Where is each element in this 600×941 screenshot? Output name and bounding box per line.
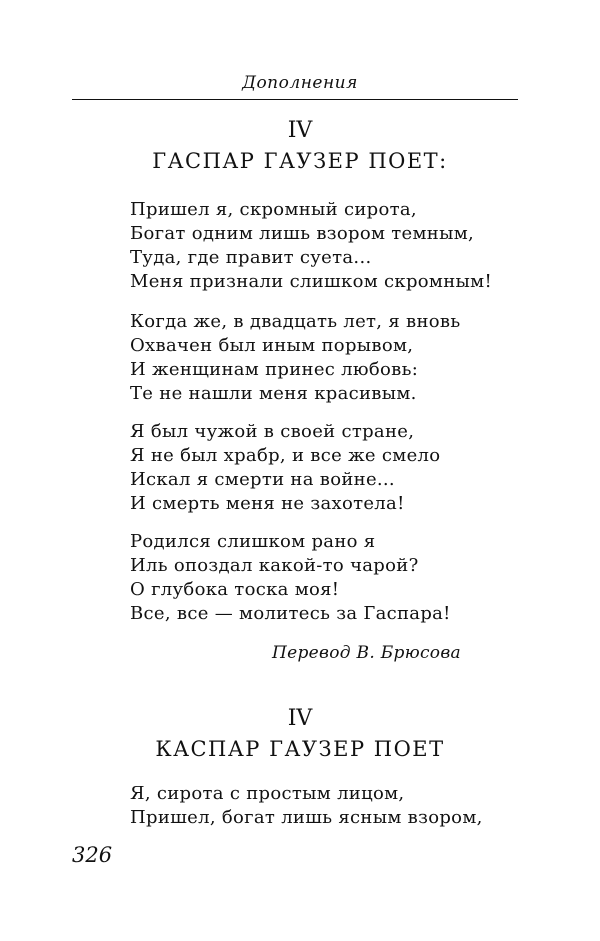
verse-line: Я был чужой в своей стране, xyxy=(130,421,415,442)
poem-1-title: ГАСПАР ГАУЗЕР ПОЕТ: xyxy=(152,149,448,173)
poem-1-stanza-4 xyxy=(130,530,451,626)
poem-2-title: КАСПАР ГАУЗЕР ПОЕТ xyxy=(155,737,445,761)
verse-line: Пришел, богат лишь ясным взором, xyxy=(130,807,483,828)
verse-line: Охвачен был иным порывом, xyxy=(130,335,414,356)
verse-line: Когда же, в двадцать лет, я вновь xyxy=(130,311,461,332)
verse-line: Пришел я, скромный сирота, xyxy=(130,199,417,220)
running-title: Дополнения xyxy=(242,73,358,93)
translator-credit: Перевод В. Брюсова xyxy=(272,643,461,663)
poem-1-stanza-3 xyxy=(130,420,440,516)
poem-2-numeral: IV xyxy=(287,706,313,731)
poem-2-stanza-1 xyxy=(130,782,483,830)
verse-line: Я не был храбр, и все же смело xyxy=(130,445,441,466)
verse-line: И женщинам принес любовь: xyxy=(130,359,419,380)
poem-1-stanza-2 xyxy=(130,310,460,406)
verse-line: Искал я смерти на войне... xyxy=(130,469,395,490)
verse-line: О глубока тоска моя! xyxy=(130,579,340,600)
verse-line: Я, сирота с простым лицом, xyxy=(130,783,405,804)
verse-line: И смерть меня не захотела! xyxy=(130,493,405,514)
poem-1-numeral: IV xyxy=(287,118,313,143)
verse-line: Туда, где правит суета... xyxy=(130,247,372,268)
verse-line: Богат одним лишь взором темным, xyxy=(130,223,475,244)
page-number: 326 xyxy=(72,843,113,867)
verse-line: Меня признали слишком скромным! xyxy=(130,271,492,292)
verse-line: Все, все — молитесь за Гаспара! xyxy=(130,603,451,624)
poem-1-stanza-1 xyxy=(130,198,492,294)
header-rule xyxy=(72,99,518,100)
verse-line: Иль опоздал какой-то чарой? xyxy=(130,555,419,576)
verse-line: Те не нашли меня красивым. xyxy=(130,383,417,404)
verse-line: Родился слишком рано я xyxy=(130,531,376,552)
